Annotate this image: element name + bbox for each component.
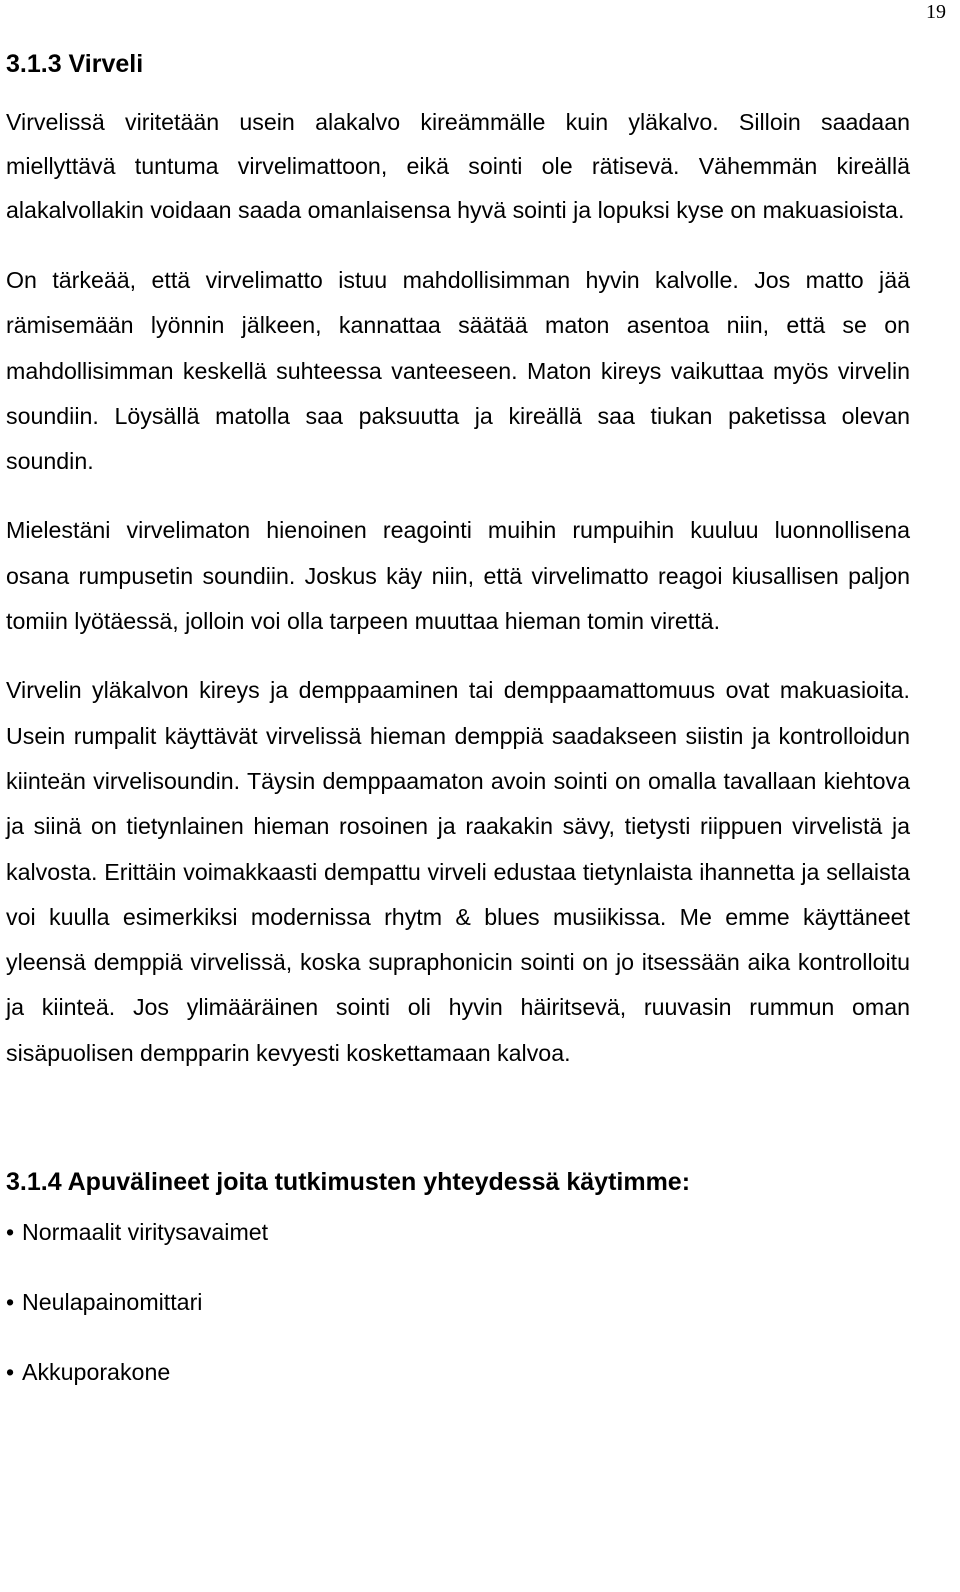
paragraph-spacer: [6, 232, 910, 258]
list-item: [6, 1284, 910, 1320]
list-item: [6, 1214, 910, 1250]
section-heading-3-1-4: 3.1.4 Apuvälineet joita tutkimusten yhteydessä käytimme:: [6, 1168, 691, 1197]
bullet-icon: •: [6, 1219, 15, 1246]
page-number: 19: [926, 1, 946, 23]
list-item: [6, 1354, 910, 1390]
paragraph-spacer: [6, 484, 910, 508]
list-item-label: Neulapainomittari: [22, 1289, 203, 1316]
document-body: [6, 46, 910, 1390]
list-item-label: Normaalit viritysavaimet: [22, 1219, 269, 1246]
paragraph-1: Virvelissä viritetään usein alakalvo kireämmälle kuin yläkalvo. Silloin saadaan miellyttävä tuntuma virvelimattoon, eikä sointi ole rätisevä. Vähemmän kireällä alakalvollakin voidaan saada omanlaisensa hyvä sointi ja lopuksi kyse on makuasioista.: [6, 109, 910, 223]
bullet-icon: •: [6, 1289, 15, 1316]
section-spacer: [6, 1076, 910, 1164]
tools-list: [6, 1214, 910, 1390]
bullet-icon: •: [6, 1359, 15, 1386]
list-item-label: Akkuporakone: [22, 1359, 171, 1386]
paragraph-spacer: [6, 644, 910, 668]
paragraph-3: Mielestäni virvelimaton hienoinen reagointi muihin rumpuihin kuuluu luonnollisena osana rumpusetin soundiin. Joskus käy niin, että virvelimatto reagoi kiusallisen paljon tomiin lyötäessä, jolloin voi olla tarpeen muuttaa hieman tomin virettä.: [6, 517, 910, 635]
paragraph-2: On tärkeää, että virvelimatto istuu mahdollisimman hyvin kalvolle. Jos matto jää rämisemään lyönnin jälkeen, kannattaa säätää maton asentoa niin, että se on mahdollisimman keskellä suhteessa vanteeseen. Maton kireys vaikuttaa myös virvelin soundiin. Löysällä matolla saa paksuutta ja kireällä saa tiukan paketissa olevan soundin.: [6, 267, 910, 475]
section-heading-3-1-3: 3.1.3 Virveli: [6, 50, 144, 78]
paragraph-4: Virvelin yläkalvon kireys ja demppaaminen tai demppaamattomuus ovat makuasioita. Usein rumpalit käyttävät virvelissä hieman demppiä saadakseen siistin ja kontrolloidun kiinteän virvelisoundin. Täysin demppaamaton avoin sointi on omalla tavallaan kiehtova ja siinä on tietynlainen hieman rosoinen ja raakakin sävy, tietysti riippuen virvelistä ja kalvosta. Erittäin voimakkaasti dempattu virveli edustaa tietynlaista ihannetta ja sellaista voi kuulla esimerkiksi modernissa rhytm & blues musiikissa. Me emme käyttäneet yleensä demppiä virvelissä, koska supraphonicin sointi on jo itsessään aika kontrolloitu ja kiinteä. Jos ylimääräinen sointi oli hyvin häiritsevä, ruuvasin rummun oman sisäpuolisen dempparin kevyesti koskettamaan kalvoa.: [6, 677, 910, 1066]
